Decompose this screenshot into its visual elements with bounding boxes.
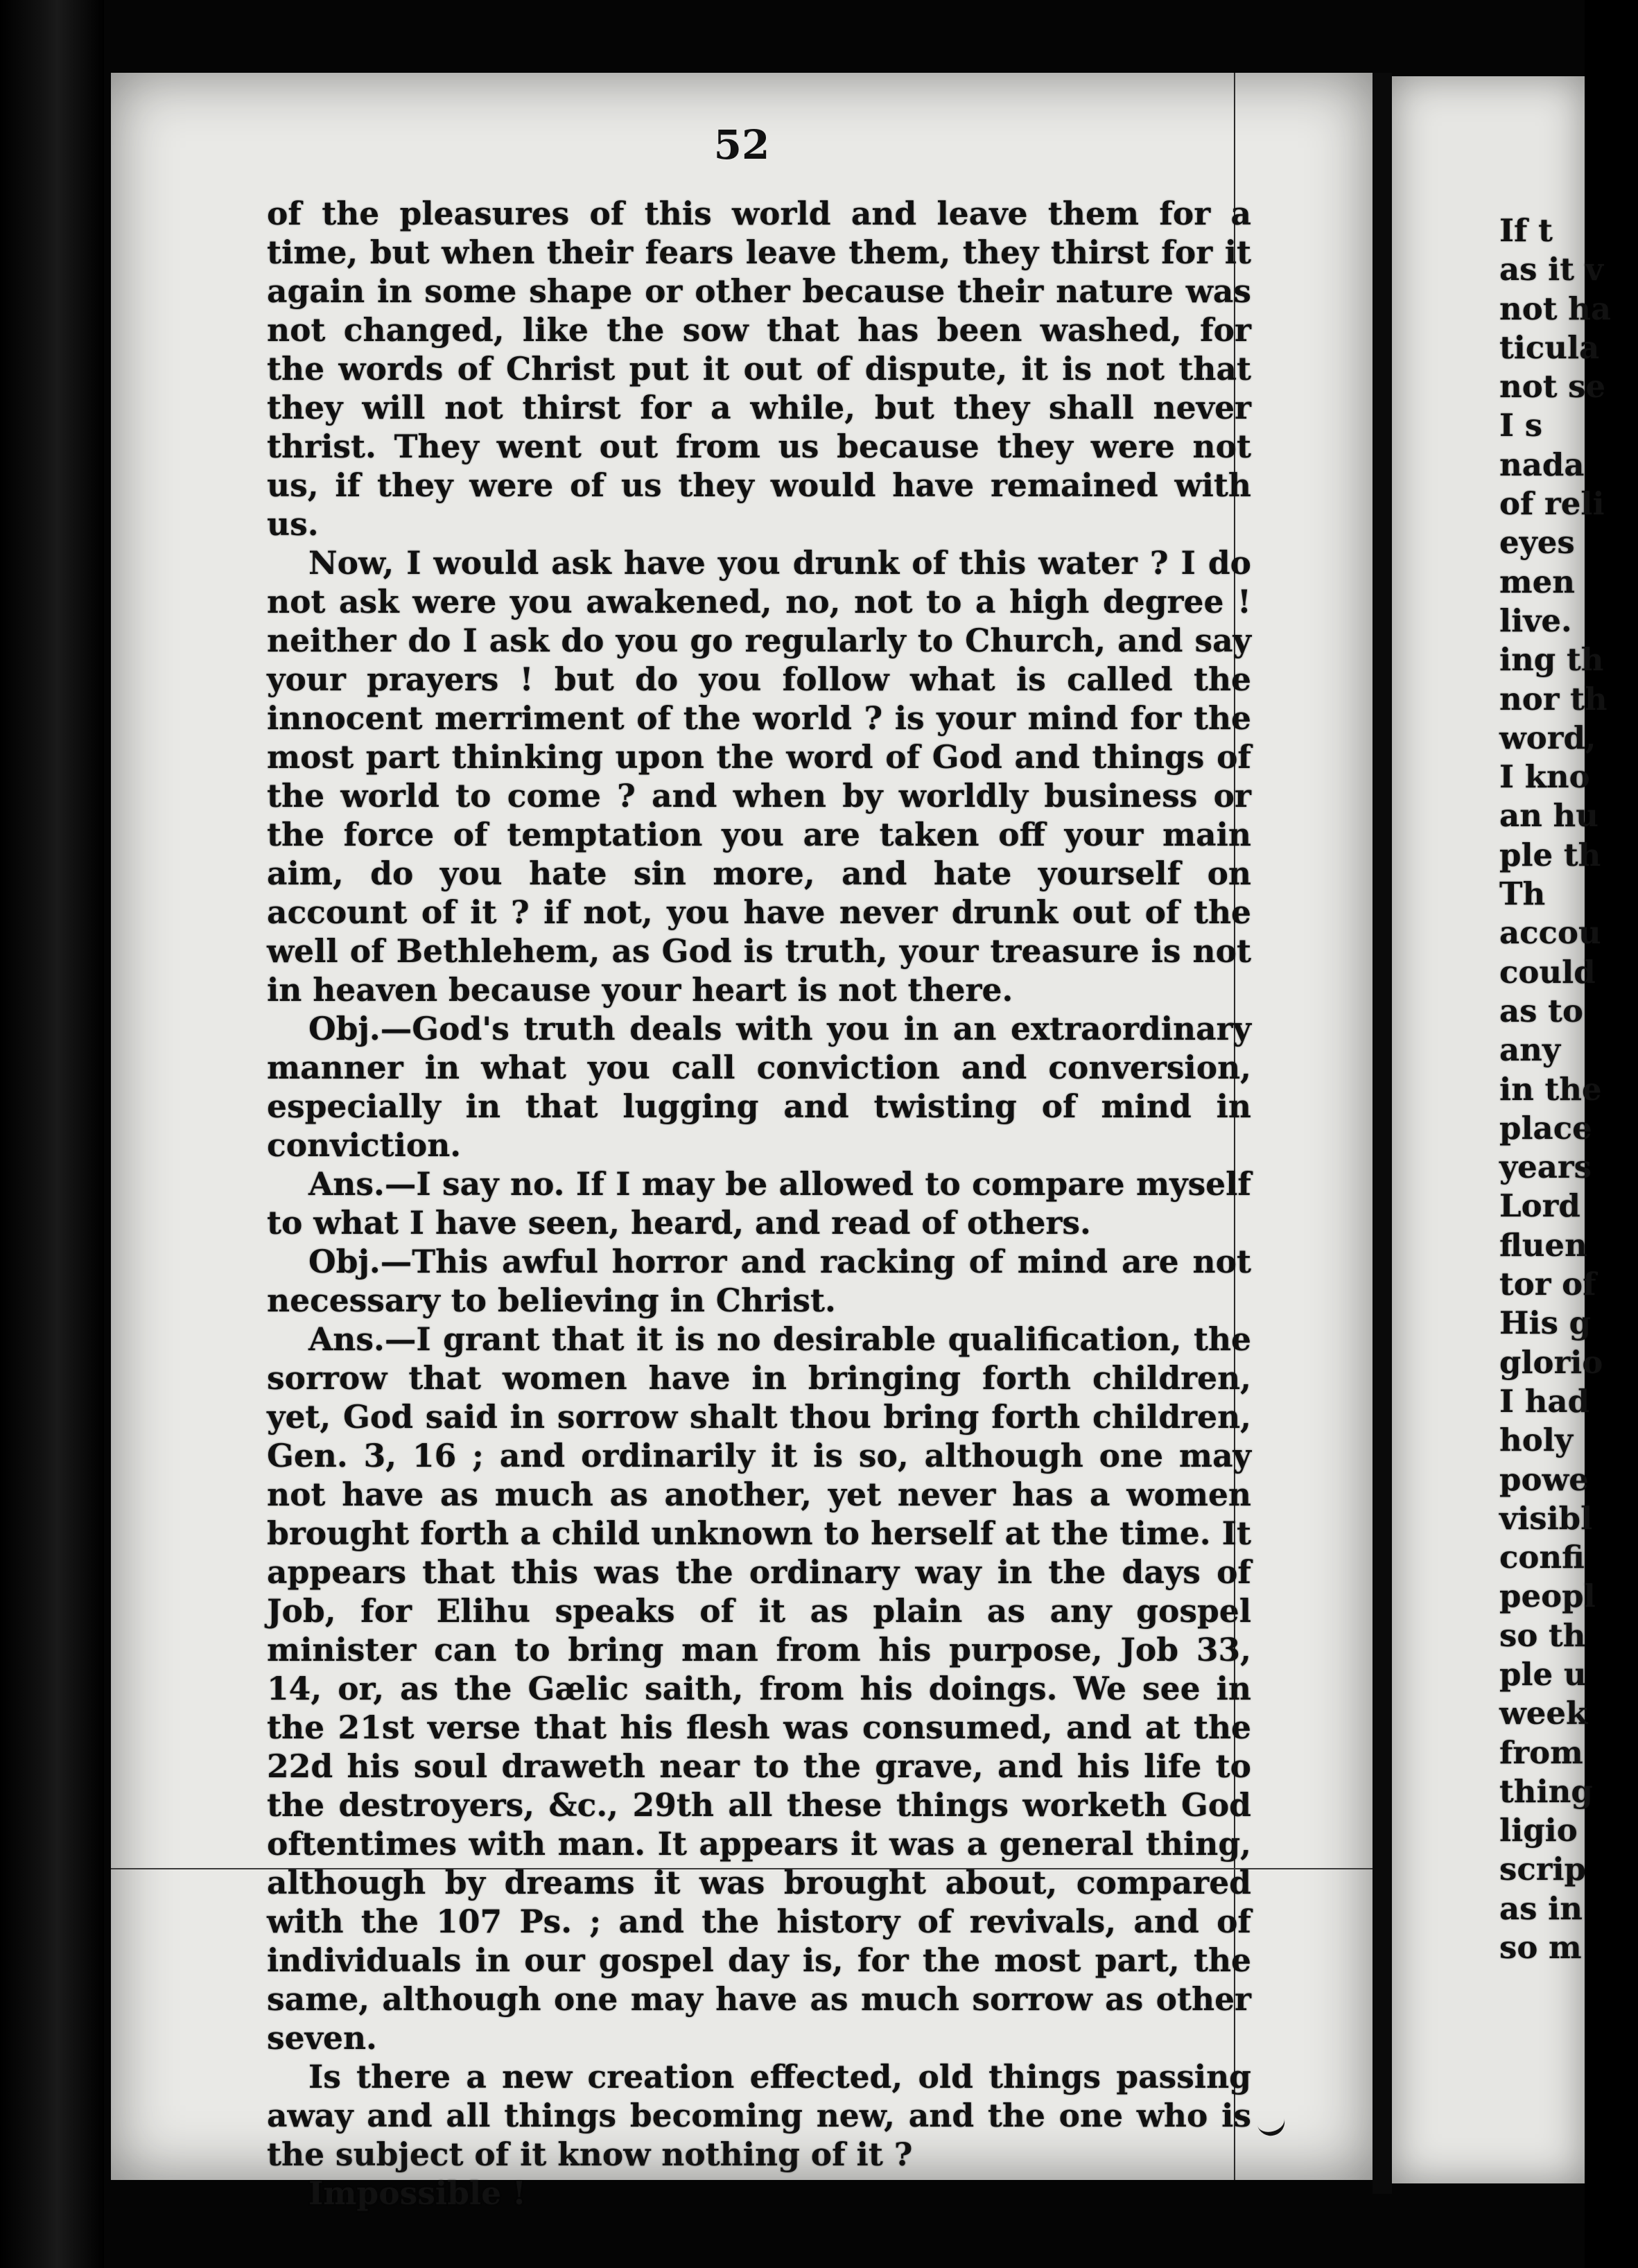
right-page-line: of reli [1499, 485, 1605, 523]
right-page-line: any [1499, 1031, 1561, 1069]
right-page-line: thing [1499, 1772, 1593, 1810]
book-binding-edge [0, 0, 104, 2268]
right-page-line: as it v [1499, 251, 1603, 288]
right-page-partial [1392, 76, 1612, 2183]
right-page-line: word, [1499, 719, 1596, 756]
right-page-line: scrip [1499, 1851, 1587, 1888]
right-page-line: ing th [1499, 641, 1604, 679]
paragraph: Ans.—I grant that it is no desirable qualification, the sorrow that women have in bringing forth children, yet, God said in sorrow shalt thou bring forth children, Gen. 3, 16 ; and ordinarily it is so, although one may not have as much as another, yet never has a women brought forth a child unknown to herself at the time. It appears that this was the ordinary way in the days of Job, for Elihu speaks of it as plain as any gospel minister can to bring man from his purpose, Job 33, 14, or, as the Gælic saith, from his doings. We see in the 21st verse that his flesh was consumed, and at the 22d his soul draweth near to the grave, and his life to the destroyers, &c., 29th all these things worketh God oftentimes with man. It appears it was a general thing, although by dreams it was brought about, compared with the 107 Ps. ; and the history of revivals, and of individuals in our gospel day is, for the most part, the same, although one may have as much sorrow as other seven. [267, 1320, 1251, 2057]
right-page-line: from [1499, 1734, 1583, 1771]
right-page-line: in the [1499, 1070, 1602, 1108]
right-page-line: nor th [1499, 680, 1607, 717]
right-page-line: as to [1499, 992, 1583, 1029]
right-page-line: If t [1499, 212, 1553, 249]
paragraph: of the pleasures of this world and leave them for a time, but when their fears leave them, they thirst for it again in some shape or other because their nature was not changed, like the sow that has been washed, for the words of Christ put it out of dispute, it is not that they will not thirst for a while, but they shall never thrist. They went out from us because they were not us, if they were of us they would have remained with us. [267, 195, 1251, 543]
right-page-line: live. [1499, 602, 1572, 639]
right-page-line: ple th [1499, 836, 1601, 873]
right-page-line: confi [1499, 1539, 1585, 1576]
right-page-line: nada [1499, 446, 1585, 483]
page-gutter [1373, 73, 1392, 2194]
right-page-line: tor of [1499, 1266, 1596, 1303]
page-number: 52 [713, 121, 770, 168]
paragraph: Now, I would ask have you drunk of this water ? I do not ask were you awakened, no, not to a high degree ! neither do I ask do you go regularly to Church, and say your prayers ! but do you follow what is called the innocent merriment of the world ? is your mind for the most part thinking upon the word of God and things of the world to come ? and when by worldly business or the force of temptation you are taken off your main aim, do you hate sin more, and hate yourself on account of it ? if not, you have never drunk out of the well of Bethlehem, as God is truth, your treasure is not in heaven because your heart is not there. [267, 544, 1251, 1009]
right-page-line: so th [1499, 1616, 1586, 1654]
right-page-line: not se [1499, 368, 1606, 405]
right-page-line: Lord [1499, 1187, 1580, 1225]
right-page-line: powe [1499, 1460, 1589, 1498]
right-page-line: ple u [1499, 1655, 1587, 1693]
right-page-line: place [1499, 1109, 1592, 1146]
body-text [267, 194, 1251, 2213]
right-page-line: His g [1499, 1305, 1592, 1342]
right-page-line: eyes [1499, 524, 1575, 561]
right-page-line: I kno [1499, 758, 1590, 796]
right-page-line: glorio [1499, 1343, 1603, 1381]
paragraph: Obj.—This awful horror and racking of mind are not necessary to believing in Christ. [267, 1243, 1251, 1319]
right-page-line: so m [1499, 1929, 1582, 1966]
right-page-line: I s [1499, 407, 1543, 444]
ink-mark [1256, 2114, 1287, 2138]
paragraph: Is there a new creation effected, old things passing away and all things becoming new, and the one who is the subject of it know nothing of it ? [267, 2058, 1251, 2173]
paragraph: Obj.—God's truth deals with you in an extraordinary manner in what you call conviction and conversion, especially in that lugging and twisting of mind in conviction. [267, 1010, 1251, 1164]
right-page-text [1499, 211, 1638, 1967]
right-page-line: Th [1499, 875, 1546, 913]
right-page-line: not ha [1499, 290, 1612, 327]
right-page-line: years [1499, 1149, 1592, 1186]
right-page-line: visibl [1499, 1499, 1593, 1537]
right-page-line: ligio [1499, 1812, 1578, 1849]
paragraph: Ans.—I say no. If I may be allowed to compare myself to what I have seen, heard, and read of others. [267, 1165, 1251, 1241]
right-page-line: could [1499, 953, 1596, 991]
right-page-line: ticula [1499, 329, 1600, 366]
right-page-line: holy [1499, 1422, 1573, 1459]
right-page-line: as in [1499, 1890, 1583, 1927]
right-page-line: fluen [1499, 1226, 1587, 1264]
right-page-line: peopl [1499, 1578, 1596, 1615]
right-page-line: accou [1499, 914, 1601, 952]
right-page-line: week [1499, 1695, 1588, 1732]
right-page-line: I had [1499, 1382, 1590, 1420]
right-page-line: men [1499, 563, 1575, 600]
paragraph: Impossible ! [308, 2174, 526, 2212]
left-page [111, 73, 1373, 2212]
right-page-line: an hu [1499, 797, 1598, 835]
